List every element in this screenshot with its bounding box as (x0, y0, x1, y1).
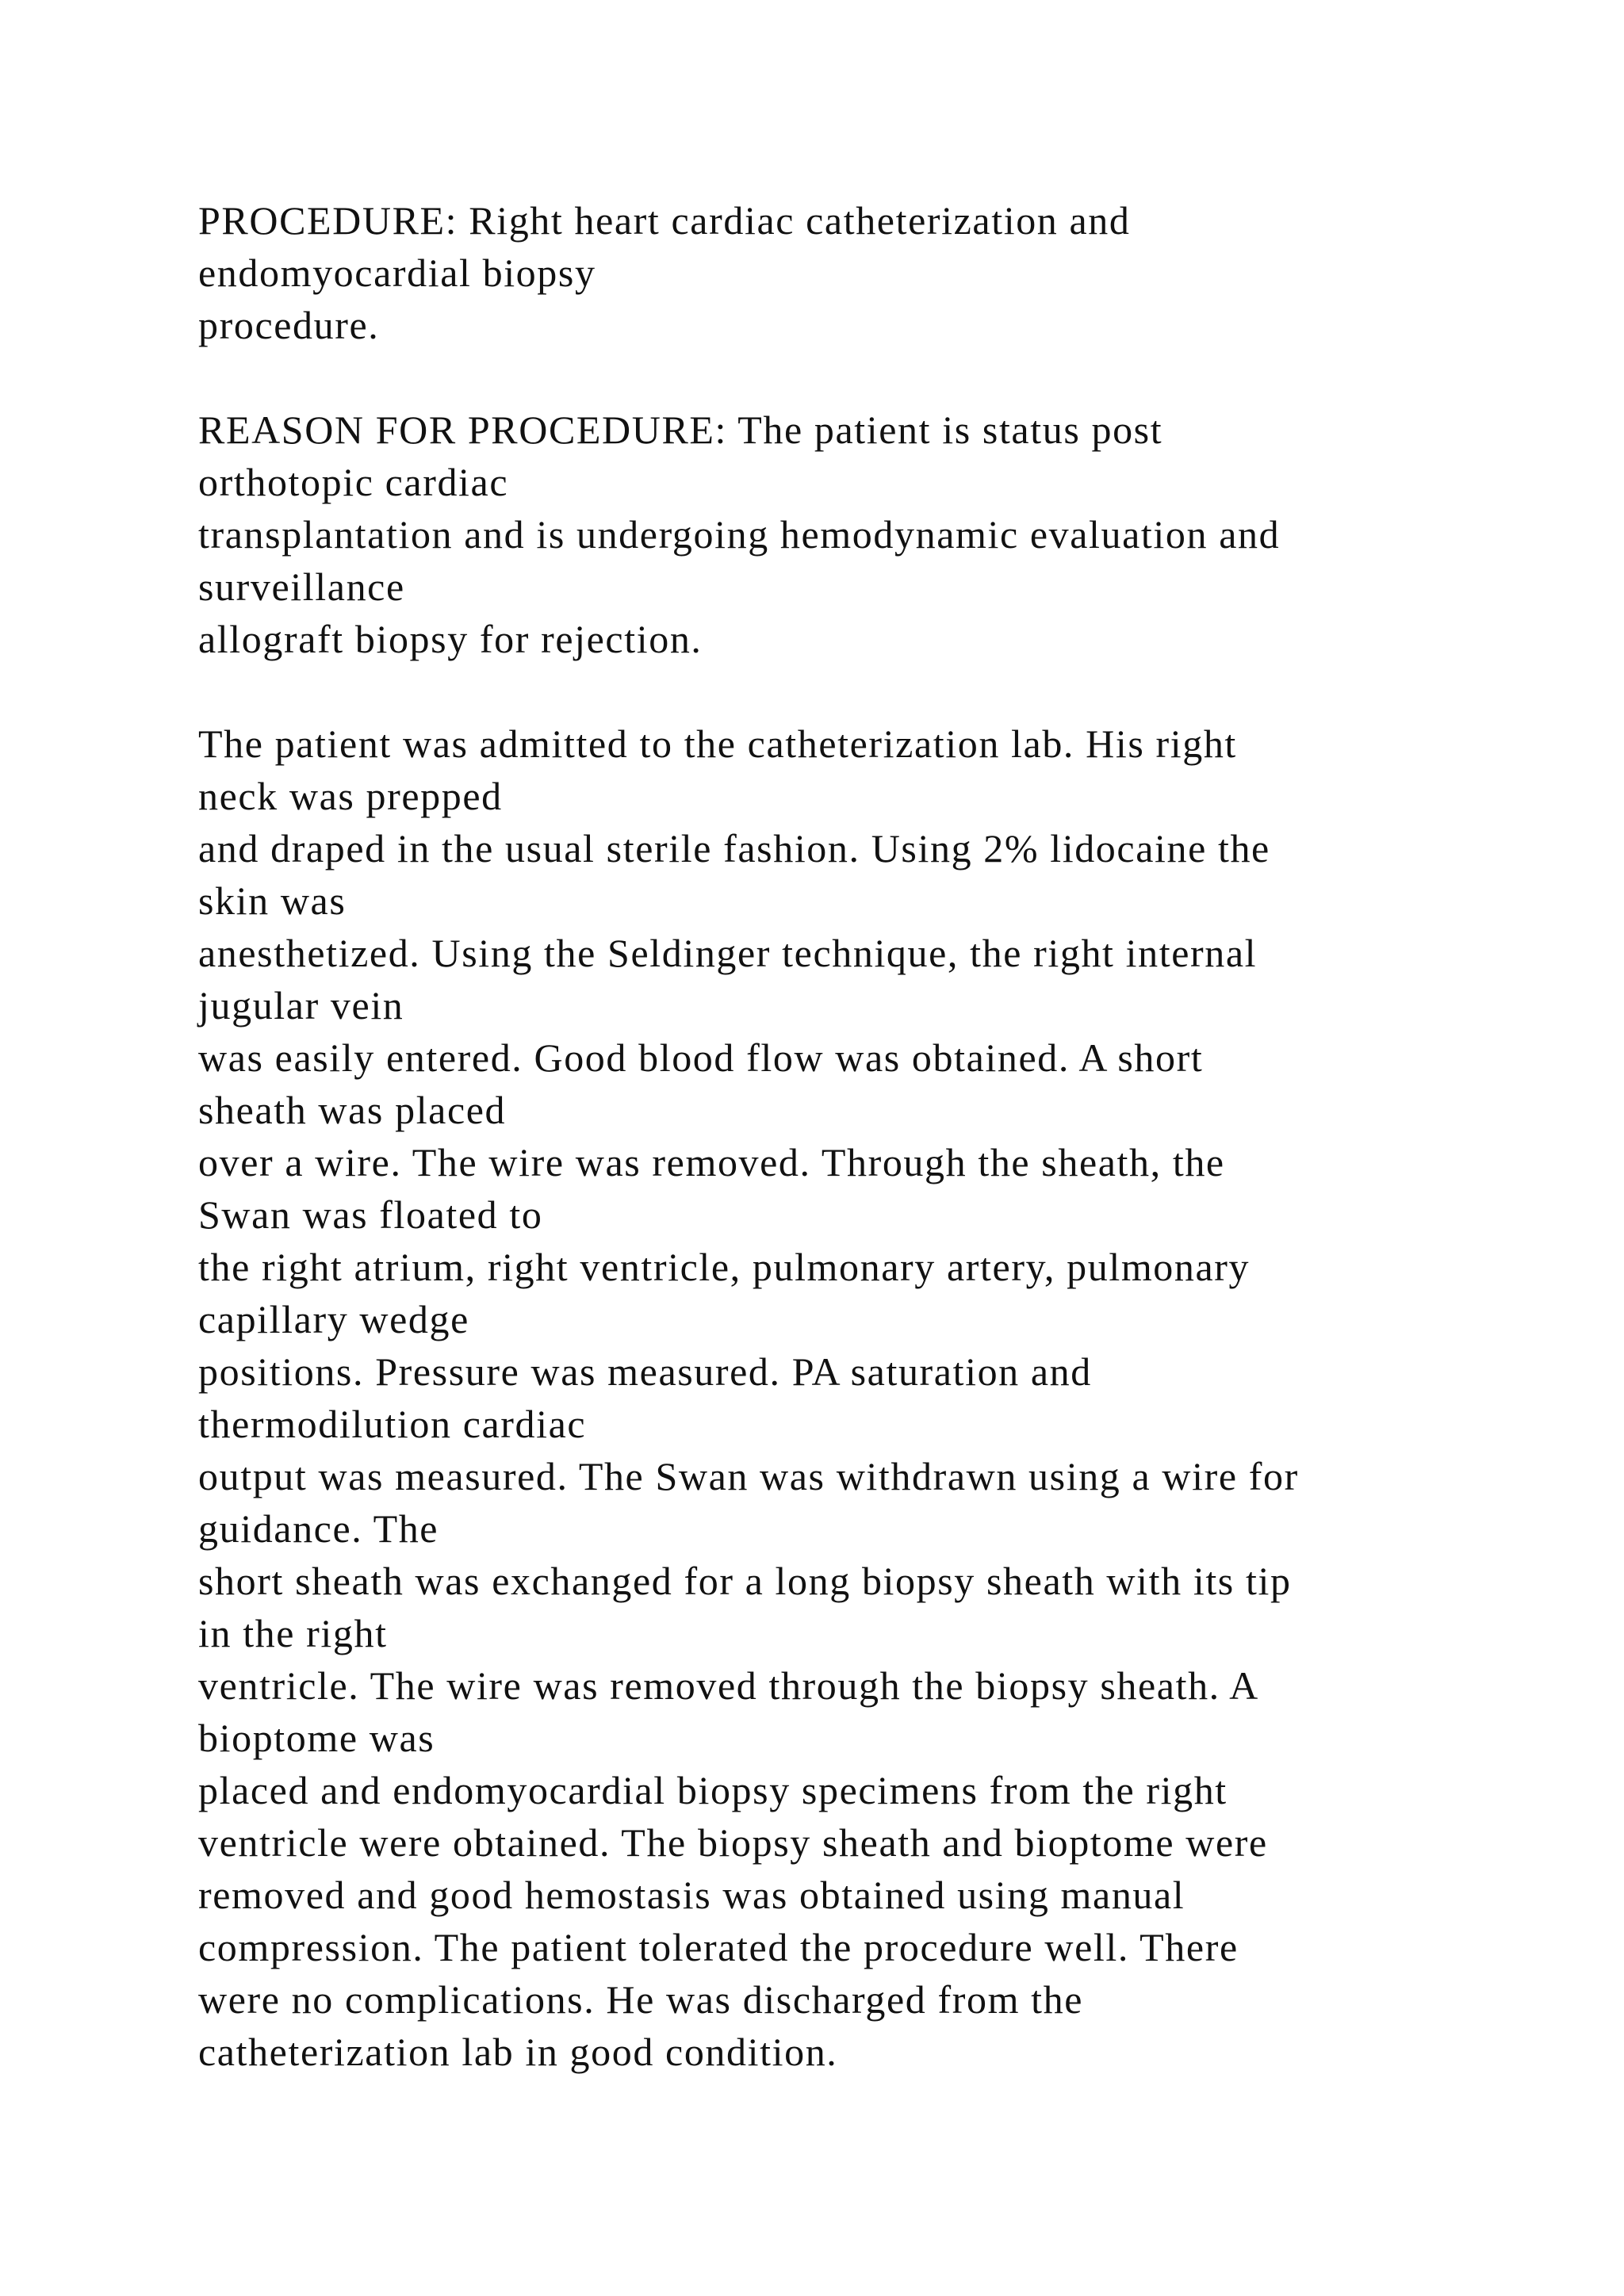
text-line: ventricle were obtained. The biopsy sheath and bioptome were (198, 1820, 1268, 1865)
text-line: procedure. (198, 303, 380, 347)
text-line: skin was (198, 878, 347, 923)
procedure-paragraph (198, 194, 1546, 351)
reason-paragraph (198, 404, 1546, 665)
text-line: ventricle. The wire was removed through the biopsy sheath. A (198, 1663, 1259, 1708)
text-line: catheterization lab in good condition. (198, 2030, 838, 2074)
text-line: was easily entered. Good blood flow was obtained. A short (198, 1035, 1204, 1080)
text-line: neck was prepped (198, 774, 503, 818)
text-line: PROCEDURE: Right heart cardiac catheterization and (198, 198, 1131, 243)
text-line: bioptome was (198, 1716, 435, 1760)
text-line: surveillance (198, 564, 405, 609)
text-line: removed and good hemostasis was obtained using manual (198, 1873, 1185, 1917)
text-line: REASON FOR PROCEDURE: The patient is status post (198, 408, 1163, 452)
text-line: guidance. The (198, 1506, 439, 1551)
text-line: thermodilution cardiac (198, 1402, 587, 1446)
document-body (198, 194, 1546, 2078)
text-line: jugular vein (198, 983, 404, 1027)
text-line: over a wire. The wire was removed. Through the sheath, the (198, 1140, 1225, 1184)
text-line: and draped in the usual sterile fashion. Using 2% lidocaine the (198, 826, 1270, 871)
text-line: short sheath was exchanged for a long biopsy sheath with its tip (198, 1559, 1292, 1603)
text-line: orthotopic cardiac (198, 460, 509, 504)
text-line: capillary wedge (198, 1297, 469, 1341)
text-line: in the right (198, 1611, 388, 1655)
text-line: endomyocardial biopsy (198, 251, 596, 295)
text-line: anesthetized. Using the Seldinger technique, the right internal (198, 931, 1258, 975)
text-line: compression. The patient tolerated the procedure well. There (198, 1925, 1239, 1969)
text-line: Swan was floated to (198, 1192, 543, 1237)
text-line: output was measured. The Swan was withdrawn using a wire for (198, 1454, 1299, 1498)
text-line: placed and endomyocardial biopsy specimens from the right (198, 1768, 1228, 1812)
text-line: allograft biopsy for rejection. (198, 617, 703, 661)
text-line: were no complications. He was discharged from the (198, 1977, 1084, 2022)
text-line: The patient was admitted to the catheterization lab. His right (198, 721, 1237, 766)
text-line: sheath was placed (198, 1088, 507, 1132)
text-line: the right atrium, right ventricle, pulmonary artery, pulmonary (198, 1245, 1251, 1289)
text-line: positions. Pressure was measured. PA saturation and (198, 1349, 1092, 1394)
narrative-paragraph (198, 718, 1546, 2078)
text-line: transplantation and is undergoing hemodynamic evaluation and (198, 512, 1281, 557)
